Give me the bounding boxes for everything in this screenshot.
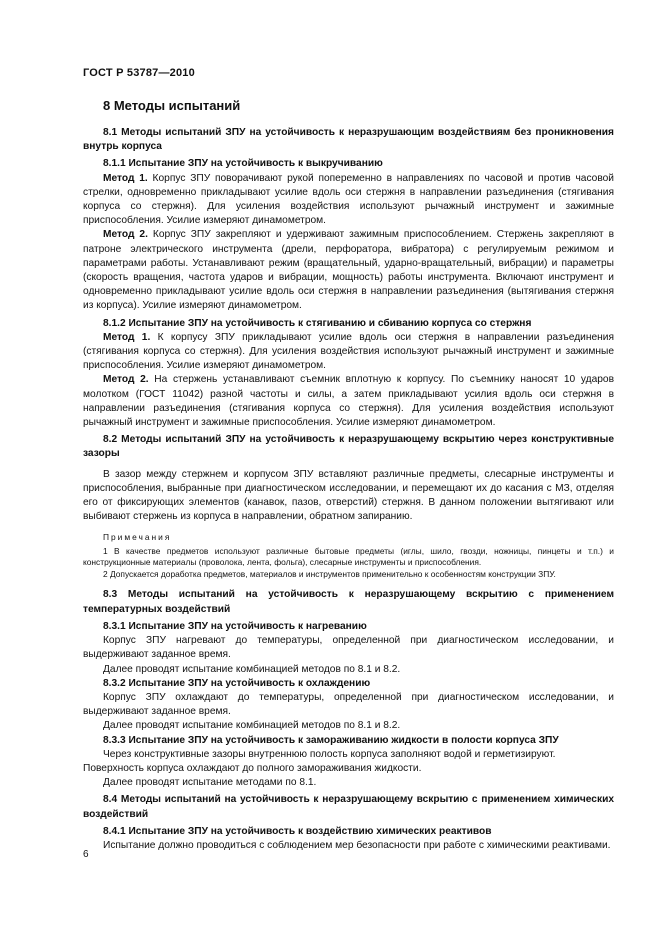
subsection-8-3-title: 8.3 Методы испытаний на устойчивость к неразрушающему вскрытию с применением температурных воздействий xyxy=(83,589,614,615)
clause-8-3-3-title: 8.3.3 Испытание ЗПУ на устойчивость к замораживанию жидкости в полости корпуса ЗПУ xyxy=(103,734,559,746)
paragraph: Далее проводят испытание комбинацией методов по 8.1 и 8.2. xyxy=(103,720,401,732)
clause-8-3-1-title: 8.3.1 Испытание ЗПУ на устойчивость к нагреванию xyxy=(103,620,367,632)
notes-block xyxy=(83,532,614,580)
paragraph: Метод 2. Корпус ЗПУ закрепляют и удерживают зажимным приспособлением. Стержень закрепляют в патроне электрического инструмента (дрели, перфоратора, вибратора) с регулируемым режимом и параметрами работы. Устанавливают режим (вращательный, ударно-вращательный, вибрации) и параметры (скорость вращения, частота ударов и вибрации, мощность) работы инструмента. Включают инструмент и одновременно прикладывают усилие вдоль оси стержня в направлении разъединения (вытягивания стержня из корпуса). Усилие измеряют динамометром. xyxy=(83,229,614,312)
notes-title: Примечания xyxy=(103,532,172,543)
subsection-8-4-title: 8.4 Методы испытаний на устойчивость к неразрушающему вскрытию с применением химических воздействий xyxy=(83,794,614,820)
section-title: 8 Методы испытаний xyxy=(103,98,241,113)
note-item: 1 В качестве предметов используют различные бытовые предметы (иглы, шило, гвозди, ножницы, пинцеты и т.п.) и конструкционные материалы (проволока, лента, фольга), слесарные инструменты и приспособления. xyxy=(83,545,614,568)
paragraph: Метод 2. На стержень устанавливают съемник вплотную к корпусу. По съемнику наносят 10 ударов молотком (ГОСТ 11042) разной частоты и силы, а затем прикладывают усилия вдоль оси стержня в направлении разъединения (стягивания корпуса со стержня). Для усиления воздействия используют рычажный инструмент и зажимные приспособления. Усилие измеряют динамометром. xyxy=(83,374,614,429)
subsection-8-1-title: 8.1 Методы испытаний ЗПУ на устойчивость к неразрушающим воздействиям без проникновения внутрь корпуса xyxy=(83,127,614,153)
method-label: Метод 2. xyxy=(103,374,149,386)
document-code-header: ГОСТ Р 53787—2010 xyxy=(83,67,195,79)
note-item: 2 Допускается доработка предметов, материалов и инструментов применительно к особенностям конструкции ЗПУ. xyxy=(103,568,556,579)
clause-8-3-2-title: 8.3.2 Испытание ЗПУ на устойчивость к охлаждению xyxy=(103,677,371,689)
paragraph: Метод 1. Корпус ЗПУ поворачивают рукой попеременно в направлениях по часовой и против часовой стрелки, одновременно прикладывают усилие вдоль оси стержня в направлении разъединения (стягивания корпуса со стержня). Для усиления воздействия используют рычажный инструмент и зажимные приспособления. Усилие измеряют динамометром. xyxy=(83,172,614,227)
page-number: 6 xyxy=(83,849,89,860)
paragraph: Далее проводят испытание методами по 8.1. xyxy=(103,777,317,789)
paragraph: В зазор между стержнем и корпусом ЗПУ вставляют различные предметы, слесарные инструменты и приспособления, выбранные при диагностическом исследовании, и перемещают их до касания с МЗ, отделяя его от фиксирующих элементов (канавок, пазов, отверстий) стержня. В данном положении вытягивают или выбивают стержень из корпуса в направлении, обратном запиранию. xyxy=(83,468,614,523)
clause-8-4-1-title: 8.4.1 Испытание ЗПУ на устойчивость к воздействию химических реактивов xyxy=(103,825,492,837)
paragraph: Поверхность корпуса охлаждают до полного замораживания жидкости. xyxy=(83,762,422,774)
subsection-8-2-title: 8.2 Методы испытаний ЗПУ на устойчивость к неразрушающему вскрытию через конструктивные зазоры xyxy=(83,434,614,460)
method-label: Метод 2. xyxy=(103,229,148,241)
clause-8-1-1-title: 8.1.1 Испытание ЗПУ на устойчивость к выкручиванию xyxy=(103,158,383,170)
paragraph: Корпус ЗПУ охлаждают до температуры, определенной при диагностическом исследовании, и выдерживают заданное время. xyxy=(83,691,614,718)
paragraph: Через конструктивные зазоры внутреннюю полость корпуса заполняют водой и герметизируют. xyxy=(103,748,556,760)
paragraph: Далее проводят испытание комбинацией методов по 8.1 и 8.2. xyxy=(103,663,401,675)
paragraph: Корпус ЗПУ нагревают до температуры, определенной при диагностическом исследовании, и выдерживают заданное время. xyxy=(83,635,614,661)
page-content xyxy=(83,98,614,853)
method-label: Метод 1. xyxy=(103,331,151,343)
paragraph: Испытание должно проводиться с соблюдением мер безопасности при работе с химическими реактивами. xyxy=(103,839,611,851)
method-label: Метод 1. xyxy=(103,172,148,184)
clause-8-1-2-title: 8.1.2 Испытание ЗПУ на устойчивость к стягиванию и сбиванию корпуса со стержня xyxy=(103,317,532,329)
paragraph: Метод 1. К корпусу ЗПУ прикладывают усилие вдоль оси стержня в направлении разъединения (стягивания корпуса со стержня). Для усиления воздействия используют рычажный инструмент и зажимные приспособления. Усилие измеряют динамометром. xyxy=(83,331,614,372)
